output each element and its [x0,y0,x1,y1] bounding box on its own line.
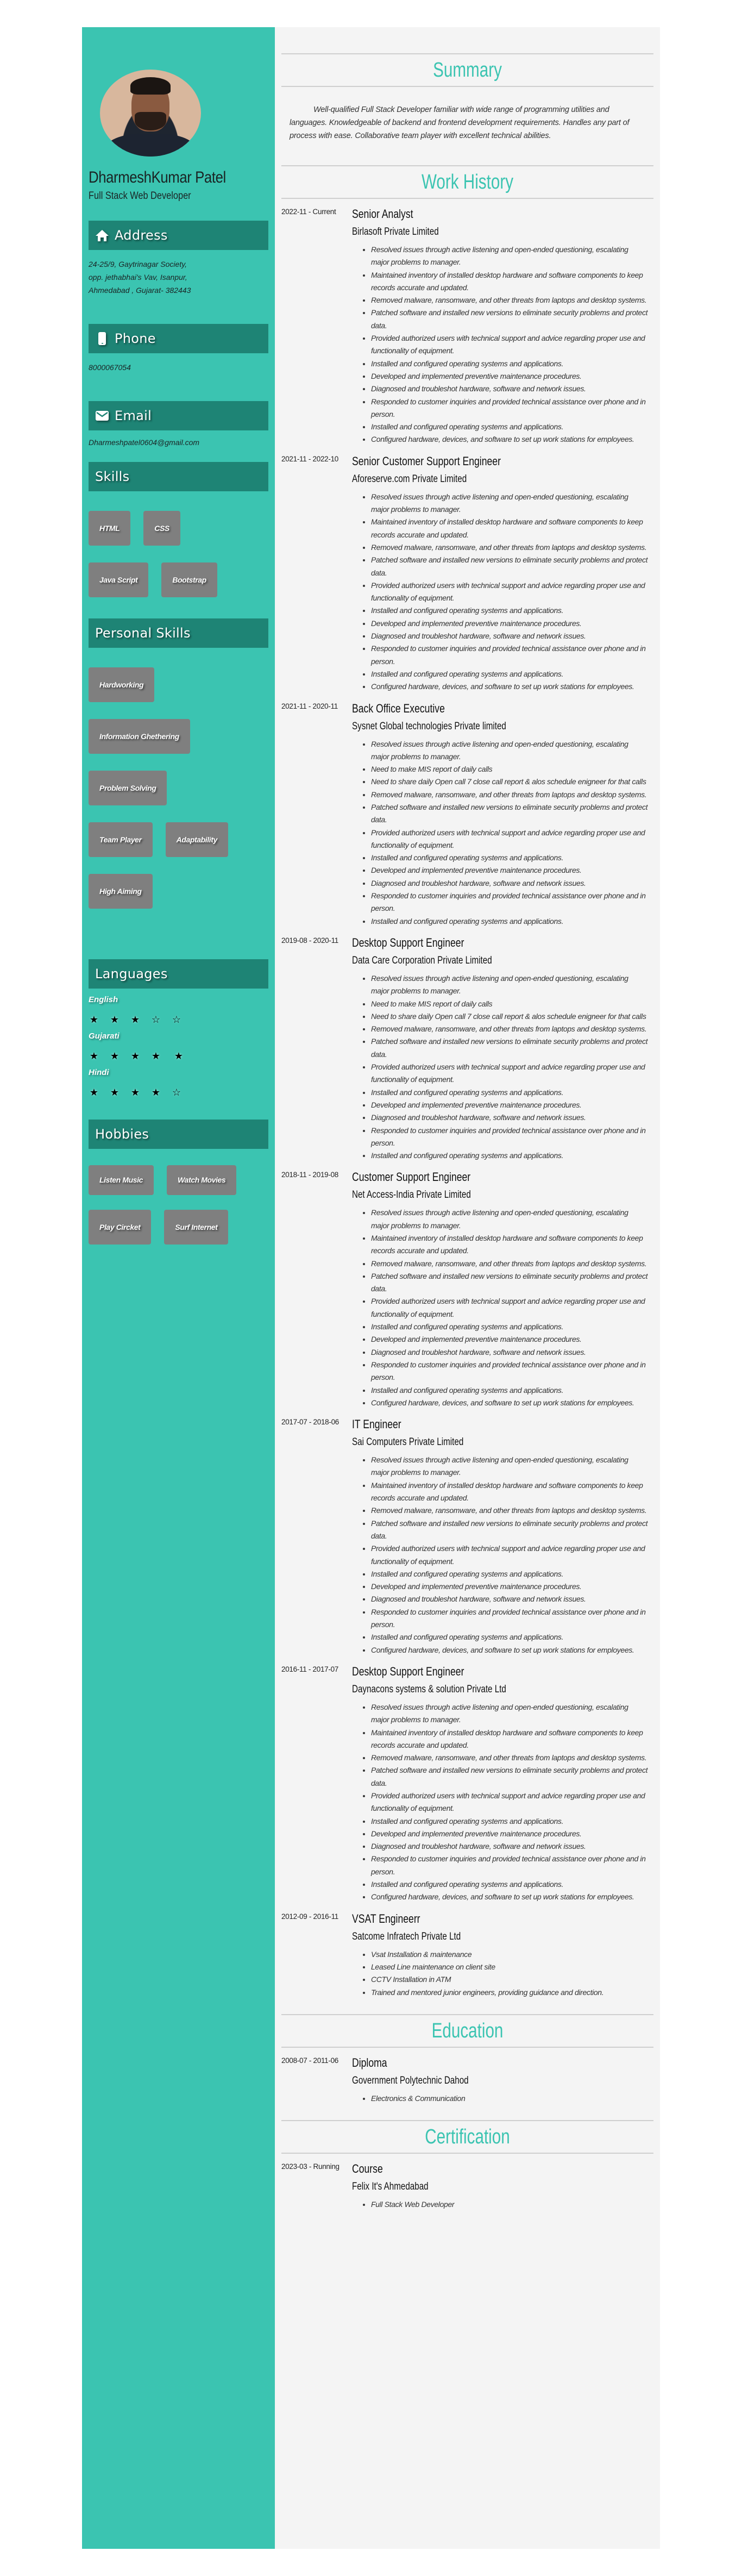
language-name: Gujarati [89,1031,120,1041]
bullet-item: • Resolved issues through active listening and open-ended questioning, escalating major problems to manager. [371,1454,653,1479]
entry-title: Diploma [352,2055,387,2069]
email-heading [89,401,268,430]
timeline-entry [281,693,653,928]
entry-organization: Satcome Infratech Private Ltd [352,1930,461,1942]
bullet-item: • Need to share daily Open call 7 close call report & alos schedule enigneer for that calls [371,776,653,788]
skills-heading-label: Skills [95,469,130,484]
bullet-item: • Removed malware, ransomware, and other threats from laptops and desktop systems. [371,1504,653,1517]
entry-dates: 2008-07 - 2011-06 [281,2056,338,2065]
person-name: DharmeshKumar Patel [89,168,226,186]
entry-organization: Sysnet Global technologies Private limited [352,720,506,732]
timeline-entry [281,446,653,693]
bullet-item: • Resolved issues through active listening and open-ended questioning, escalating major problems to manager. [371,972,653,998]
address-text [89,250,268,297]
bullet-item: • Diagnosed and troubleshot hardware, software and network issues. [371,877,653,890]
bullet-item: • Patched software and installed new versions to eliminate security problems and protect data. [371,801,653,827]
bullet-item: • CCTV Installation in ATM [371,1973,653,1986]
entry-dates: 2017-07 - 2018-06 [281,1418,339,1427]
entry-title: Desktop Support Engineer [352,935,464,949]
entry-body [352,1170,653,1409]
bullet-item: • Patched software and installed new versions to eliminate security problems and protect data. [371,1764,653,1790]
personal-skills-list [89,648,268,926]
bullet-item: • Diagnosed and troubleshot hardware, software and network issues. [371,1593,653,1605]
bullet-item: • Configured hardware, devices, and software to set up work stations for employees. [371,1891,653,1903]
entry-body [352,701,653,928]
entry-body [352,935,653,1162]
personal-skill-chip: Information Ghethering [89,719,190,754]
bullet-item: • Leased Line maintenance on client site [371,1961,653,1973]
skill-chip: HTML [89,511,130,546]
bullet-item: • Developed and implemented preventive maintenance procedures. [371,1580,653,1593]
entry-body [352,1664,653,1904]
bullet-item: • Developed and implemented preventive maintenance procedures. [371,617,653,630]
bullet-item: • Provided authorized users with technical support and advice regarding proper use and functionality of equipment. [371,1542,653,1568]
star-filled-icon: ★ [130,1014,140,1025]
personal-skills-heading [89,618,268,648]
bullet-item: • Patched software and installed new versions to eliminate security problems and protect data. [371,1035,653,1061]
resume [82,27,660,2549]
bullet-item: • Removed malware, ransomware, and other threats from laptops and desktop systems. [371,789,653,801]
bullet-item: • Responded to customer inquiries and provided technical assistance over phone and in person. [371,396,653,421]
bullet-item: • Installed and configured operating systems and applications. [371,604,653,617]
address-heading [89,221,268,250]
bullet-item: • Responded to customer inquiries and provided technical assistance over phone and in person. [371,642,653,668]
education-list [281,2048,653,2117]
envelope-icon [95,409,109,423]
entry-title: Course [352,2162,383,2176]
skills-list [89,491,268,614]
bullet-item: • Need to share daily Open call 7 close call report & alos schedule enigneer for that calls [371,1010,653,1023]
bullet-item: • Patched software and installed new versions to eliminate security problems and protect data. [371,554,653,579]
entry-dates: 2021-11 - 2020-11 [281,702,338,710]
bullet-item: • Installed and configured operating systems and applications. [371,852,653,864]
entry-dates: 2022-11 - Current [281,208,336,216]
entry-body [352,2055,653,2105]
entry-organization: Government Polytechnic Dahod [352,2074,469,2086]
hobby-chip: Surf Internet [164,1210,228,1245]
entry-title: Customer Support Engineer [352,1170,471,1184]
email-heading-label: Email [115,408,152,423]
entry-bullets [352,1454,653,1656]
bullet-item: • Patched software and installed new versions to eliminate security problems and protect data. [371,1517,653,1543]
hobbies-list [89,1149,268,1261]
bullet-item: • Maintained inventory of installed desktop hardware and software components to keep records accurate and updated. [371,1479,653,1505]
bullet-item: • Developed and implemented preventive maintenance procedures. [371,1828,653,1840]
entry-dates: 2021-11 - 2022-10 [281,454,338,463]
languages-heading-label: Languages [95,966,168,981]
address-heading-label: Address [115,228,168,243]
language-rating [89,1014,268,1025]
address-line: Ahmedabad , Gujarat- 382443 [89,286,191,295]
bullet-item: • Installed and configured operating systems and applications. [371,1321,653,1333]
bullet-item: • Diagnosed and troubleshot hardware, software and network issues. [371,383,653,395]
timeline-entry [281,2154,653,2223]
bullet-item: • Configured hardware, devices, and software to set up work stations for employees. [371,1644,653,1656]
personal-skill-chip: Problem Solving [89,771,167,805]
star-filled-icon: ★ [110,1051,120,1061]
timeline-entry [281,2048,653,2117]
entry-organization: Net Access-India Private Limited [352,1189,471,1201]
skills-heading [89,462,268,491]
bullet-item: • Responded to customer inquiries and provided technical assistance over phone and in person. [371,1124,653,1150]
email-address[interactable]: Dharmeshpatel0604@gmail.com [89,438,200,447]
entry-bullets [352,2198,653,2211]
language-name: Hindi [89,1068,109,1077]
summary-text: Well-qualified Full Stack Developer familiar with wide range of programming utilities and languages. Knowledgeable of backend and frontend development requirements. Handles any part of process with ease. Collaborative team player with excellent technical abilities. [290,105,630,140]
work-history-title: Work History [421,171,514,193]
skill-chip: CSS [143,511,180,546]
star-filled-icon: ★ [151,1051,161,1061]
star-filled-icon: ★ [89,1014,99,1025]
entry-bullets [352,1948,653,1999]
bullet-item: • Responded to customer inquiries and provided technical assistance over phone and in person. [371,890,653,915]
bullet-item: • Removed malware, ransomware, and other threats from laptops and desktop systems. [371,1023,653,1035]
timeline-entry [281,1904,653,2011]
language-rating [89,1051,268,1061]
entry-bullets [352,491,653,693]
bullet-item: • Resolved issues through active listening and open-ended questioning, escalating major problems to manager. [371,1206,653,1232]
entry-body [352,1417,653,1656]
entry-organization: Data Care Corporation Private Limited [352,954,492,966]
bullet-item: • Provided authorized users with technical support and advice regarding proper use and functionality of equipment. [371,1295,653,1321]
bullet-item: • Resolved issues through active listening and open-ended questioning, escalating major problems to manager. [371,1701,653,1727]
personal-skills-heading-label: Personal Skills [95,626,191,641]
entry-title: Senior Analyst [352,207,413,221]
bullet-item: • Maintained inventory of installed desktop hardware and software components to keep records accurate and updated. [371,1232,653,1258]
main-content [275,27,660,2549]
entry-dates: 2012-09 - 2016-11 [281,1912,338,1921]
bullet-item: • Removed malware, ransomware, and other threats from laptops and desktop systems. [371,541,653,554]
entry-dates: 2018-11 - 2019-08 [281,1171,338,1179]
work-history-list [281,199,653,2011]
bullet-item: • Provided authorized users with technical support and advice regarding proper use and functionality of equipment. [371,827,653,852]
phone-heading-label: Phone [115,331,156,346]
personal-skill-chip: Team Player [89,822,153,857]
personal-skill-chip: Hardworking [89,667,154,702]
bullet-item: • Patched software and installed new versions to eliminate security problems and protect data. [371,1270,653,1296]
entry-bullets [352,1701,653,1904]
skill-chip: Java Script [89,562,148,597]
bullet-item: • Developed and implemented preventive maintenance procedures. [371,370,653,383]
entry-bullets [352,972,653,1162]
certification-list [281,2154,653,2223]
bullet-item: • Installed and configured operating systems and applications. [371,1384,653,1397]
star-filled-icon: ★ [89,1051,99,1061]
bullet-item: • Installed and configured operating systems and applications. [371,1149,653,1162]
education-title: Education [431,2019,504,2042]
star-empty-icon: ☆ [172,1087,181,1098]
star-filled-icon: ★ [174,1051,184,1061]
address-line: 24-25/9, Gaytrinagar Society, [89,260,187,268]
phone-heading [89,324,268,353]
entry-organization: Daynacons systems & solution Private Ltd [352,1683,506,1695]
timeline-entry [281,1656,653,1904]
entry-organization: Sai Computers Private Limited [352,1436,464,1448]
bullet-item: • Provided authorized users with technical support and advice regarding proper use and functionality of equipment. [371,1061,653,1086]
bullet-item: • Diagnosed and troubleshot hardware, software and network issues. [371,1346,653,1359]
bullet-item: • Diagnosed and troubleshot hardware, software and network issues. [371,1840,653,1853]
hobbies-heading-label: Hobbies [95,1127,149,1142]
entry-title: Back Office Executive [352,701,445,715]
bullet-item: • Responded to customer inquiries and provided technical assistance over phone and in person. [371,1606,653,1631]
summary-title: Summary [433,59,502,82]
hobby-chip: Listen Music [89,1165,154,1195]
bullet-item: • Resolved issues through active listening and open-ended questioning, escalating major problems to manager. [371,243,653,269]
bullet-item: • Installed and configured operating systems and applications. [371,1086,653,1099]
language-rating [89,1087,268,1098]
bullet-item: • Maintained inventory of installed desktop hardware and software components to keep records accurate and updated. [371,269,653,295]
personal-skill-chip: Adaptability [166,822,228,857]
bullet-item: • Developed and implemented preventive maintenance procedures. [371,1333,653,1346]
phone-number[interactable]: 8000067054 [89,363,131,372]
bullet-item: • Maintained inventory of installed desktop hardware and software components to keep records accurate and updated. [371,516,653,541]
bullet-item: • Removed malware, ransomware, and other threats from laptops and desktop systems. [371,294,653,307]
bullet-item: • Electronics & Communication [371,2092,653,2105]
bullet-item: • Removed malware, ransomware, and other threats from laptops and desktop systems. [371,1258,653,1270]
timeline-entry [281,1162,653,1409]
bullet-item: • Configured hardware, devices, and software to set up work stations for employees. [371,433,653,446]
star-filled-icon: ★ [110,1087,120,1098]
entry-bullets [352,738,653,928]
star-filled-icon: ★ [110,1014,120,1025]
hobby-chip: Watch Movies [167,1165,236,1195]
entry-title: VSAT Engineerr [352,1911,420,1925]
entry-dates: 2023-03 - Running [281,2162,339,2171]
bullet-item: • Removed malware, ransomware, and other threats from laptops and desktop systems. [371,1752,653,1764]
bullet-item: • Installed and configured operating systems and applications. [371,1568,653,1580]
bullet-item: • Developed and implemented preventive maintenance procedures. [371,1099,653,1111]
bullet-item: • Developed and implemented preventive maintenance procedures. [371,864,653,877]
mobile-phone-icon [95,332,109,346]
star-filled-icon: ★ [89,1087,99,1098]
personal-skill-chip: High Aiming [89,874,153,909]
star-filled-icon: ★ [151,1087,161,1098]
bullet-item: • Configured hardware, devices, and software to set up work stations for employees. [371,680,653,693]
bullet-item: • Installed and configured operating systems and applications. [371,1631,653,1643]
home-icon [95,228,109,242]
entry-dates: 2016-11 - 2017-07 [281,1665,338,1673]
bullet-item: • Maintained inventory of installed desktop hardware and software components to keep records accurate and updated. [371,1727,653,1752]
bullet-item: • Trained and mentored junior engineers, providing guidance and direction. [371,1986,653,1999]
bullet-item: • Installed and configured operating systems and applications. [371,358,653,370]
bullet-item: • Resolved issues through active listening and open-ended questioning, escalating major problems to manager. [371,738,653,764]
person-role: Full Stack Web Developer [89,190,191,202]
bullet-item: • Installed and configured operating systems and applications. [371,421,653,433]
timeline-entry [281,928,653,1162]
languages-heading [89,959,268,989]
entry-dates: 2019-08 - 2020-11 [281,936,338,945]
entry-organization: Aforeserve.com Private Limited [352,473,467,485]
timeline-entry [281,1409,653,1656]
hobbies-heading [89,1120,268,1149]
entry-body [352,2161,653,2211]
photo-wrapper [89,27,268,157]
bullet-item: • Responded to customer inquiries and provided technical assistance over phone and in person. [371,1359,653,1384]
bullet-item: • Patched software and installed new versions to eliminate security problems and protect data. [371,307,653,332]
entry-title: Desktop Support Engineer [352,1664,464,1678]
bullet-item: • Vsat Installation & maintenance [371,1948,653,1961]
languages-list [89,995,268,1098]
hobby-chip: Play Circket [89,1210,151,1245]
entry-bullets [352,1206,653,1409]
bullet-item: • Diagnosed and troubleshot hardware, software and network issues. [371,1111,653,1124]
star-empty-icon: ☆ [172,1014,181,1025]
entry-title: Senior Customer Support Engineer [352,454,501,468]
bullet-item: • Provided authorized users with technical support and advice regarding proper use and functionality of equipment. [371,1790,653,1815]
entry-organization: Felix It's Ahmedabad [352,2181,429,2193]
address-line: opp. jethabhai's Vav, Isanpur, [89,273,187,282]
star-empty-icon: ☆ [151,1014,161,1025]
bullet-item: • Installed and configured operating systems and applications. [371,915,653,928]
bullet-item: • Provided authorized users with technical support and advice regarding proper use and functionality of equipment. [371,579,653,605]
bullet-item: • Configured hardware, devices, and software to set up work stations for employees. [371,1397,653,1409]
entry-organization: Birlasoft Private Limited [352,226,439,237]
bullet-item: • Installed and configured operating systems and applications. [371,1878,653,1891]
entry-title: IT Engineer [352,1417,401,1431]
certification-title: Certification [425,2125,510,2149]
bullet-item: • Full Stack Web Developer [371,2198,653,2211]
entry-body [352,454,653,693]
entry-bullets [352,2092,653,2105]
sidebar [82,27,275,2549]
timeline-entry [281,199,653,446]
entry-bullets [352,243,653,446]
star-filled-icon: ★ [130,1051,140,1061]
bullet-item: • Resolved issues through active listening and open-ended questioning, escalating major problems to manager. [371,491,653,516]
entry-body [352,1911,653,1999]
bullet-item: • Need to make MIS report of daily calls [371,998,653,1010]
entry-body [352,207,653,446]
star-filled-icon: ★ [130,1087,140,1098]
bullet-item: • Installed and configured operating systems and applications. [371,1815,653,1828]
bullet-item: • Provided authorized users with technical support and advice regarding proper use and functionality of equipment. [371,332,653,358]
bullet-item: • Need to make MIS report of daily calls [371,763,653,776]
bullet-item: • Diagnosed and troubleshot hardware, software and network issues. [371,630,653,642]
bullet-item: • Installed and configured operating systems and applications. [371,668,653,680]
profile-photo [100,70,201,157]
language-name: English [89,995,118,1004]
bullet-item: • Responded to customer inquiries and provided technical assistance over phone and in person. [371,1853,653,1878]
skill-chip: Bootstrap [161,562,217,597]
